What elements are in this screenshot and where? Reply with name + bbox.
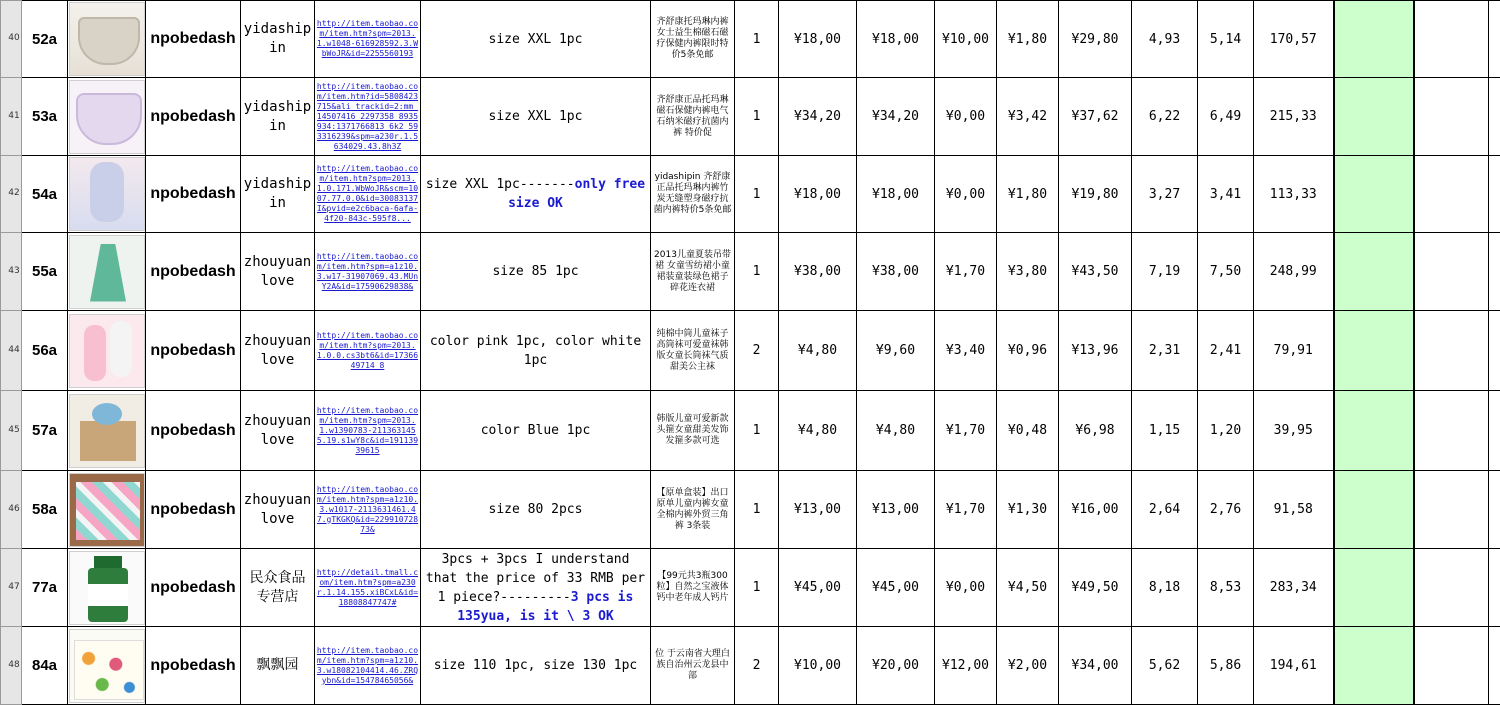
gift-box-photo-icon	[69, 394, 145, 468]
total-price-cell[interactable]: ¥20,00	[857, 627, 935, 705]
row-header[interactable]: 41	[1, 78, 22, 156]
shop-cell[interactable]: zhouyuanlove	[241, 471, 315, 549]
empty-cell[interactable]	[1489, 549, 1500, 627]
value-3-cell[interactable]: 194,61	[1254, 627, 1334, 705]
sum-cell[interactable]: ¥19,80	[1059, 156, 1132, 233]
table-row[interactable]	[1, 78, 1500, 156]
item-id-cell[interactable]: 54a	[22, 156, 68, 233]
socks-photo-icon	[69, 314, 145, 388]
value-1-cell[interactable]: 3,27	[1132, 156, 1198, 233]
table-row[interactable]	[1, 391, 1500, 471]
value-3-cell[interactable]: 39,95	[1254, 391, 1334, 471]
product-link[interactable]: http://detail.tmall.com/item.htm?spm=a230r.1.14.155.xiBCxL&id=18808847747#	[317, 568, 418, 607]
product-image-cell[interactable]	[68, 391, 146, 471]
value-3-cell[interactable]: 170,57	[1254, 1, 1334, 78]
empty-cell[interactable]	[1414, 233, 1489, 311]
sum-cell[interactable]: ¥49,50	[1059, 549, 1132, 627]
value-1-cell[interactable]: 8,18	[1132, 549, 1198, 627]
product-image-cell[interactable]	[68, 233, 146, 311]
empty-cell[interactable]	[1489, 627, 1500, 705]
product-link[interactable]: http://item.taobao.com/item.htm?spm=2013.1.w1390783-2113631455.19.s1wY8c&id=19113939615	[317, 406, 418, 455]
unit-price-cell[interactable]: ¥34,20	[779, 78, 857, 156]
item-id-cell[interactable]: 56a	[22, 311, 68, 391]
qty-cell[interactable]: 1	[735, 391, 779, 471]
row-header[interactable]: 42	[1, 156, 22, 233]
table-row[interactable]	[1, 471, 1500, 549]
shop-cell[interactable]: yidashipin	[241, 78, 315, 156]
spec-text: color pink 1pc, color white 1pc	[430, 334, 641, 368]
item-id-cell[interactable]: 57a	[22, 391, 68, 471]
value-2-cell[interactable]: 2,76	[1198, 471, 1254, 549]
shipping-cell[interactable]: ¥1,70	[935, 391, 997, 471]
value-2-cell[interactable]: 6,49	[1198, 78, 1254, 156]
shipping-cell[interactable]: ¥0,00	[935, 549, 997, 627]
qty-cell[interactable]: 1	[735, 1, 779, 78]
calcium-bottle-photo-icon	[69, 551, 145, 625]
value-1-cell[interactable]: 5,62	[1132, 627, 1198, 705]
shipping-cell[interactable]: ¥3,40	[935, 311, 997, 391]
product-link[interactable]: http://item.taobao.com/item.htm?spm=2013.1.0.0.cs3bt6&id=1736649714 8	[317, 331, 418, 370]
product-link[interactable]: http://item.taobao.com/item.htm?id=5808423715&ali_trackid=2:mm_14507416_2297358_8935934:1371766813_6k2_593316239&spm=a230r.1.5634029.43.8h3Z	[317, 82, 418, 151]
spec-text: color Blue 1pc	[481, 423, 591, 438]
unit-price-cell[interactable]: ¥4,80	[779, 311, 857, 391]
total-price-cell[interactable]: ¥45,00	[857, 549, 935, 627]
total-price-cell[interactable]: ¥18,00	[857, 156, 935, 233]
shipping-cell[interactable]: ¥10,00	[935, 1, 997, 78]
green-status-cell[interactable]	[1334, 1, 1414, 78]
unit-price-cell[interactable]: ¥4,80	[779, 391, 857, 471]
product-image-cell[interactable]	[68, 311, 146, 391]
shipping-cell[interactable]: ¥1,70	[935, 233, 997, 311]
green-status-cell[interactable]	[1334, 311, 1414, 391]
empty-cell[interactable]	[1414, 1, 1489, 78]
unit-price-cell[interactable]: ¥38,00	[779, 233, 857, 311]
spec-note: only free size OK	[508, 177, 645, 211]
value-2-cell[interactable]: 7,50	[1198, 233, 1254, 311]
description-cell[interactable]: 【原单盒装】出口原单儿童内裤女童全棉内裤外贸三角裤 3条装	[651, 471, 735, 549]
item-id-cell[interactable]: 52a	[22, 1, 68, 78]
green-status-cell[interactable]	[1334, 156, 1414, 233]
qty-cell[interactable]: 2	[735, 627, 779, 705]
empty-cell[interactable]	[1414, 549, 1489, 627]
shop-cell[interactable]: 民众食品专营店	[241, 549, 315, 627]
unit-price-cell[interactable]: ¥13,00	[779, 471, 857, 549]
product-link-cell[interactable]	[315, 311, 421, 391]
product-link-cell[interactable]	[315, 156, 421, 233]
spec-note: 3 pcs is 135yua, is it \ 3 OK	[457, 590, 633, 624]
fee-cell[interactable]: ¥2,00	[997, 627, 1059, 705]
spec-cell[interactable]	[421, 78, 651, 156]
table-row[interactable]	[1, 549, 1500, 627]
total-price-cell[interactable]: ¥4,80	[857, 391, 935, 471]
value-1-cell[interactable]: 2,64	[1132, 471, 1198, 549]
buyer-cell[interactable]: npobedash	[146, 233, 241, 311]
empty-cell[interactable]	[1414, 311, 1489, 391]
sum-cell[interactable]: ¥13,96	[1059, 311, 1132, 391]
value-2-cell[interactable]: 8,53	[1198, 549, 1254, 627]
empty-cell[interactable]	[1414, 471, 1489, 549]
empty-cell[interactable]	[1489, 391, 1500, 471]
sum-cell[interactable]: ¥43,50	[1059, 233, 1132, 311]
sum-cell[interactable]: ¥37,62	[1059, 78, 1132, 156]
printed-shorts-photo-icon	[69, 629, 145, 703]
value-2-cell[interactable]: 5,14	[1198, 1, 1254, 78]
product-link[interactable]: http://item.taobao.com/item.htm?spm=a1z10.3.w1017-2113631461.47.gTKGKQ&id=22991072873&	[317, 485, 418, 534]
row-header[interactable]: 48	[1, 627, 22, 705]
spec-cell[interactable]	[421, 233, 651, 311]
item-id-cell[interactable]: 84a	[22, 627, 68, 705]
product-image-cell[interactable]	[68, 1, 146, 78]
row-header[interactable]: 43	[1, 233, 22, 311]
description-cell[interactable]: 位 于云南省大理白族自治州云龙县中部	[651, 627, 735, 705]
empty-cell[interactable]	[1489, 156, 1500, 233]
green-status-cell[interactable]	[1334, 627, 1414, 705]
spec-cell[interactable]	[421, 391, 651, 471]
unit-price-cell[interactable]: ¥18,00	[779, 156, 857, 233]
shop-cell[interactable]: yidashipin	[241, 1, 315, 78]
value-3-cell[interactable]: 79,91	[1254, 311, 1334, 391]
green-status-cell[interactable]	[1334, 78, 1414, 156]
table-row[interactable]	[1, 1, 1500, 78]
legs-photo-icon	[69, 157, 145, 231]
product-link-cell[interactable]	[315, 471, 421, 549]
row-header[interactable]: 44	[1, 311, 22, 391]
qty-cell[interactable]: 1	[735, 156, 779, 233]
sum-cell[interactable]: ¥16,00	[1059, 471, 1132, 549]
shipping-cell[interactable]: ¥0,00	[935, 78, 997, 156]
product-link-cell[interactable]	[315, 391, 421, 471]
green-status-cell[interactable]	[1334, 549, 1414, 627]
total-price-cell[interactable]: ¥9,60	[857, 311, 935, 391]
spec-cell[interactable]	[421, 549, 651, 627]
empty-cell[interactable]	[1489, 471, 1500, 549]
unit-price-cell[interactable]: ¥10,00	[779, 627, 857, 705]
buyer-cell[interactable]: npobedash	[146, 549, 241, 627]
empty-cell[interactable]	[1489, 233, 1500, 311]
product-link-cell[interactable]	[315, 233, 421, 311]
product-link[interactable]: http://item.taobao.com/item.htm?spm=a1z10.3.w17-31907069.43.MUnY2A&id=17590629838&	[317, 252, 418, 291]
product-image-cell[interactable]	[68, 471, 146, 549]
description-cell[interactable]: 韩版儿童可爱新款头箍女童甜美发饰发箍多款可选	[651, 391, 735, 471]
total-price-cell[interactable]: ¥38,00	[857, 233, 935, 311]
panties-photo-icon	[69, 80, 145, 154]
product-link-cell[interactable]	[315, 78, 421, 156]
value-1-cell[interactable]: 7,19	[1132, 233, 1198, 311]
underwear-pack-photo-icon	[69, 473, 145, 547]
spec-text: size 85 1pc	[492, 264, 578, 279]
shipping-cell[interactable]: ¥0,00	[935, 156, 997, 233]
value-1-cell[interactable]: 4,93	[1132, 1, 1198, 78]
fee-cell[interactable]: ¥0,48	[997, 391, 1059, 471]
qty-cell[interactable]: 1	[735, 233, 779, 311]
buyer-cell[interactable]: npobedash	[146, 627, 241, 705]
spec-cell[interactable]	[421, 156, 651, 233]
value-2-cell[interactable]: 3,41	[1198, 156, 1254, 233]
fee-cell[interactable]: ¥4,50	[997, 549, 1059, 627]
product-image-cell[interactable]	[68, 627, 146, 705]
buyer-cell[interactable]: npobedash	[146, 1, 241, 78]
description-cell[interactable]: 2013儿童夏装吊带裙 女童雪纺裙小童裙装童装绿色裙子碎花连衣裙	[651, 233, 735, 311]
fee-cell[interactable]: ¥3,80	[997, 233, 1059, 311]
table-row[interactable]	[1, 311, 1500, 391]
row-header[interactable]: 46	[1, 471, 22, 549]
description-cell[interactable]: 齐舒康托玛琳内裤女士益生棉磁石磁疗保健内裤限时特价5条免邮	[651, 1, 735, 78]
shop-cell[interactable]: 飘飘园	[241, 627, 315, 705]
sum-cell[interactable]: ¥6,98	[1059, 391, 1132, 471]
product-image-cell[interactable]	[68, 549, 146, 627]
sum-cell[interactable]: ¥29,80	[1059, 1, 1132, 78]
spec-text: size XXL 1pc	[489, 109, 583, 124]
value-1-cell[interactable]: 2,31	[1132, 311, 1198, 391]
product-link-cell[interactable]	[315, 1, 421, 78]
description-cell[interactable]: yidashipin 齐舒康正品托玛琳内裤竹炭无缝塑身磁疗抗菌内裤特价5条免邮	[651, 156, 735, 233]
product-image-cell[interactable]	[68, 156, 146, 233]
qty-cell[interactable]: 1	[735, 471, 779, 549]
green-status-cell[interactable]	[1334, 471, 1414, 549]
shop-cell[interactable]: yidashipin	[241, 156, 315, 233]
total-price-cell[interactable]: ¥18,00	[857, 1, 935, 78]
description-cell[interactable]: 纯棉中筒儿童袜子高筒袜可爱童袜韩版女童长筒袜气质甜美公主袜	[651, 311, 735, 391]
row-header[interactable]: 45	[1, 391, 22, 471]
buyer-cell[interactable]: npobedash	[146, 156, 241, 233]
total-price-cell[interactable]: ¥13,00	[857, 471, 935, 549]
spec-cell[interactable]	[421, 1, 651, 78]
product-link[interactable]: http://item.taobao.com/item.htm?spm=a1z10.3.w18082104414.46.ZRQybn&id=15478465056&	[317, 646, 418, 685]
spec-text: 3pcs + 3pcs I understand that the price of 33 RMB per 1 piece?---------	[426, 552, 645, 605]
value-2-cell[interactable]: 2,41	[1198, 311, 1254, 391]
qty-cell[interactable]: 1	[735, 549, 779, 627]
table-row[interactable]	[1, 233, 1500, 311]
shop-cell[interactable]: zhouyuanlove	[241, 233, 315, 311]
shop-cell[interactable]: zhouyuanlove	[241, 391, 315, 471]
value-2-cell[interactable]: 5,86	[1198, 627, 1254, 705]
item-id-cell[interactable]: 55a	[22, 233, 68, 311]
item-id-cell[interactable]: 53a	[22, 78, 68, 156]
empty-cell[interactable]	[1489, 311, 1500, 391]
unit-price-cell[interactable]: ¥18,00	[779, 1, 857, 78]
spec-text: size XXL 1pc	[489, 32, 583, 47]
empty-cell[interactable]	[1414, 78, 1489, 156]
rows-body	[1, 1, 1500, 705]
value-1-cell[interactable]: 6,22	[1132, 78, 1198, 156]
value-3-cell[interactable]: 283,34	[1254, 549, 1334, 627]
unit-price-cell[interactable]: ¥45,00	[779, 549, 857, 627]
shipping-cell[interactable]: ¥1,70	[935, 471, 997, 549]
empty-cell[interactable]	[1489, 1, 1500, 78]
value-3-cell[interactable]: 248,99	[1254, 233, 1334, 311]
value-3-cell[interactable]: 91,58	[1254, 471, 1334, 549]
empty-cell[interactable]	[1414, 156, 1489, 233]
fee-cell[interactable]: ¥1,80	[997, 156, 1059, 233]
empty-cell[interactable]	[1414, 391, 1489, 471]
qty-cell[interactable]: 1	[735, 78, 779, 156]
table-row[interactable]	[1, 627, 1500, 705]
buyer-cell[interactable]: npobedash	[146, 391, 241, 471]
panties-photo-icon	[69, 2, 145, 76]
sum-cell[interactable]: ¥34,00	[1059, 627, 1132, 705]
row-header[interactable]: 47	[1, 549, 22, 627]
product-link-cell[interactable]	[315, 627, 421, 705]
empty-cell[interactable]	[1489, 78, 1500, 156]
fee-cell[interactable]: ¥1,80	[997, 1, 1059, 78]
spec-text: size 110 1pc, size 130 1pc	[434, 658, 638, 673]
spec-text: size 80 2pcs	[489, 502, 583, 517]
spec-text: size XXL 1pc-------	[426, 177, 575, 192]
item-id-cell[interactable]: 58a	[22, 471, 68, 549]
description-cell[interactable]: 【99元共3瓶300粒】自然之宝液体钙中老年成人钙片	[651, 549, 735, 627]
value-3-cell[interactable]: 113,33	[1254, 156, 1334, 233]
buyer-cell[interactable]: npobedash	[146, 78, 241, 156]
spec-cell[interactable]	[421, 627, 651, 705]
shipping-cell[interactable]: ¥12,00	[935, 627, 997, 705]
product-link[interactable]: http://item.taobao.com/item.htm?spm=2013.1.w1048-616928592.3.WbWoJR&id=2255560193	[317, 19, 418, 58]
green-status-cell[interactable]	[1334, 233, 1414, 311]
green-status-cell[interactable]	[1334, 391, 1414, 471]
spec-cell[interactable]	[421, 311, 651, 391]
qty-cell[interactable]: 2	[735, 311, 779, 391]
shop-cell[interactable]: zhouyuanlove	[241, 311, 315, 391]
spec-cell[interactable]	[421, 471, 651, 549]
row-header[interactable]: 40	[1, 1, 22, 78]
dress-photo-icon	[69, 235, 145, 309]
value-2-cell[interactable]: 1,20	[1198, 391, 1254, 471]
fee-cell[interactable]: ¥0,96	[997, 311, 1059, 391]
buyer-cell[interactable]: npobedash	[146, 471, 241, 549]
product-link[interactable]: http://item.taobao.com/item.htm?spm=2013.1.0.171.WbWoJR&scm=1007.77.0.0&id=30083137I&pvid=e2c6baca-6afa-4f20-843c-595f8...	[317, 164, 418, 223]
product-image-cell[interactable]	[68, 78, 146, 156]
empty-cell[interactable]	[1414, 627, 1489, 705]
item-id-cell[interactable]: 77a	[22, 549, 68, 627]
value-1-cell[interactable]: 1,15	[1132, 391, 1198, 471]
fee-cell[interactable]: ¥3,42	[997, 78, 1059, 156]
value-3-cell[interactable]: 215,33	[1254, 78, 1334, 156]
table-row[interactable]	[1, 156, 1500, 233]
description-cell[interactable]: 齐舒康正品托玛琳磁石保健内裤电气石纳米磁疗抗菌内裤 特价促	[651, 78, 735, 156]
total-price-cell[interactable]: ¥34,20	[857, 78, 935, 156]
product-link-cell[interactable]	[315, 549, 421, 627]
buyer-cell[interactable]: npobedash	[146, 311, 241, 391]
fee-cell[interactable]: ¥1,30	[997, 471, 1059, 549]
